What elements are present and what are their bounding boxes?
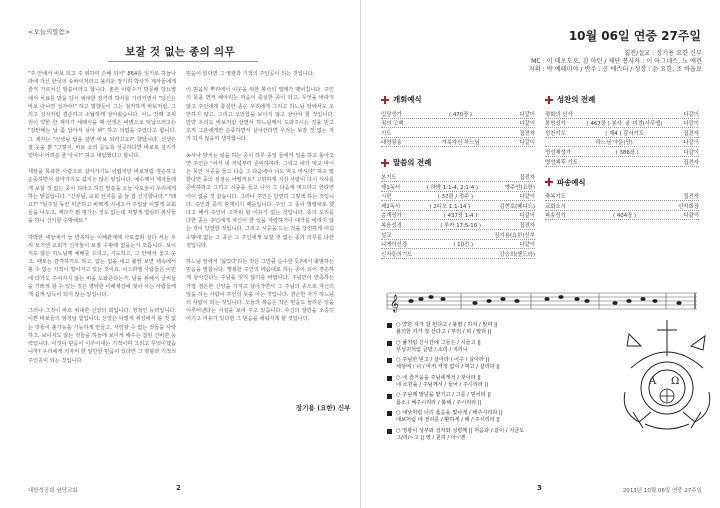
liturgy-leader: 다같이 — [683, 111, 699, 118]
liturgy-leader: 다같이 — [519, 121, 535, 128]
chant-line: ○ 영광이 성부와 성자와 성령께 || 처음과 / 같이 / 지금도 — [396, 427, 525, 434]
liturgy-leader: 집전자 — [519, 174, 535, 181]
liturgy-detail: ( 하박 1:1-4, 2:1-4 ) — [426, 184, 479, 191]
liturgy-item: 신자들의기도 — [381, 251, 413, 258]
chant-verse — [387, 410, 597, 424]
square-bullet-icon — [387, 376, 392, 381]
section-gap — [381, 147, 535, 155]
chant-verse — [387, 428, 597, 442]
liturgy-detail: ( 10전 ) — [453, 242, 474, 249]
liturgy-leader: 다같이 — [683, 149, 699, 156]
chant-verse-text — [396, 322, 498, 336]
square-bullet-icon — [387, 341, 392, 346]
liturgy-column-left — [381, 92, 535, 259]
liturgy-item: 봉헌성가 — [545, 121, 566, 128]
liturgy-row — [381, 138, 535, 148]
chant-line: 네 소원을 / 주님께서 / 들어 / 주시리라 || — [396, 381, 489, 388]
page-number: 2 — [176, 484, 181, 492]
cross-icon — [381, 96, 389, 104]
liturgy-row — [381, 230, 535, 240]
sermon-paragraph: "주 안에서 비보 되고 주 위하여 손해 되어" 864를 일기로 하늘나라에 가신 한국의 슈바이처라고 불리운 장기려 박사가 제자들에게 즐겨 가르치신 말씀이라고 합니다. 춘원 이광수가 방문해 당뇨병에서 치료를 받을 당시 위대한 장기려 박사를 가리키면서 "당신은 바보 아니면 성자야!" 하고 말했듯이 그는 철저하게 바보처럼, 그리고 성자처럼 겸손하고 소탈하게 살아왔습니다. 어느 장례 조위원이 약한 한 제자가 세례식을 때 선생은 비병으로 떠납으러고는 "감탄해는 날 좀 답아서 살아 봐" 하고 의업을 주었다고 합니다. 그 제자는 "선생님 답을 살면 바보 되라고요?" 했답니다. 선생은 잘 웃을 뿐 "그렇지, 바보 소리 듣도록 성공하다면 바보로 살기가 얼마나 어려운 줄 아니?" 하고 대답했다고 합니다. — [28, 71, 176, 160]
chant-line: ○ 풀처럼 신시간에 그들은 / 시들고 || — [396, 339, 481, 346]
sermon-column-2 — [186, 70, 334, 332]
chant-line: 푸성귀처럼 금방 / 소리 / 지리니 — [396, 346, 468, 353]
alpha-omega-emblem-icon — [611, 316, 715, 436]
credits-line: MC : 이 데오도로, 김 아틴 / 제단 봉사자 : 이 아그네스, 노 에린 — [531, 58, 702, 65]
liturgy-item: 영성체성가 — [545, 149, 572, 156]
chant-verse-text — [396, 357, 500, 371]
chant-verse-text — [396, 428, 524, 442]
liturgy-leader: 집전자 — [519, 130, 535, 137]
liturgy-leader: 다같이 — [683, 140, 699, 147]
psalm-chant-text — [387, 322, 597, 445]
chant-line: 몸소 / 해주시리라 / 봉해 / 주시리라 || — [396, 399, 482, 406]
liturgy-detail: ( 470장 ) — [449, 111, 473, 118]
chant-line: ○ 네 즐거움을 주님에게서 / 찾아라 || — [396, 374, 481, 381]
sermon-paragraph: 하느님 앞에서 '싫었다'라는 것은 그만큼 순수한 듯?에서 출발하는 믿음을 말합니다. 행복한 주인의 마음대로 하는 종이 되어 겸손하게 살아간다는 주님을 잊지 않기를 바랍니다. 주님만이 만족하는 가장 겸손한 신앙을 가지고 살아가면서 그 주님의 종으로 자신의 일을 하는 사람이 주인의 뜻을 아는 것입니다. 겸손한 자가 하느님의 사람이 되는 것입니다. 오늘의 복음은 작은 믿음도 놀라운 일을 이루어낸다는 사실을 보여 주고 있습니다. 자신의 일만을 소중히 여기고 여유가 있다면 그 믿음을 채워지게 할 것입니다. — [186, 259, 334, 323]
liturgy-detail: ( 제4 ) 감사기도 — [605, 130, 645, 137]
cross-icon — [545, 96, 553, 104]
chant-line: ○ 대낮처럼 너의 옳음을 빛나게 / 해주시리라 || — [396, 409, 503, 416]
liturgy-item: 설교 — [381, 232, 392, 239]
liturgy-item: 시편 — [381, 194, 392, 201]
liturgy-item: 축복기도 — [545, 194, 566, 201]
liturgy-row — [545, 201, 699, 211]
square-bullet-icon — [387, 394, 392, 399]
liturgy-item: 제1독서 — [381, 184, 401, 191]
chant-line: 대보처럼 네 권리를 / 환하게 / 해 / 주시리라 || — [396, 417, 500, 424]
liturgy-leader: 김현호(베니드) — [499, 203, 535, 210]
liturgy-leader: 다같이 — [519, 111, 535, 118]
credits-line: 지휘 : 박 예레미야 / 반주 : 공 에스더 / 성장 : 윤 요한, 조 바울로 — [528, 66, 702, 73]
liturgy-item: 층계성가 — [381, 213, 402, 220]
liturgy-detail: ( 437장 1-4 ) — [443, 213, 478, 220]
section-gap — [545, 167, 699, 175]
liturgy-item: 제2독서 — [381, 203, 401, 210]
liturgy-item: 죄의 고백 — [381, 121, 404, 128]
liturgy-item: 파송성가 — [545, 213, 566, 220]
chant-verse — [387, 340, 597, 354]
chant-line: 그/리/~고 || 영 / 원히 / 아~멘 — [396, 434, 466, 441]
chant-verse-text — [396, 375, 488, 389]
service-title: 10월 06일 연중 27주일 — [568, 29, 701, 43]
liturgy-item: 성찬기도 — [545, 130, 566, 137]
chant-line: ○ 약한 자가 잘 된다고 / 불평 / 하지 / 말며 || — [396, 322, 498, 328]
right-page — [361, 0, 720, 508]
liturgy-row — [545, 138, 699, 148]
sermon-title: 보잘 것 없는 종의 의무 — [125, 46, 235, 58]
square-bullet-icon — [387, 323, 392, 328]
liturgy-section-heading — [545, 94, 699, 105]
liturgy-row — [545, 147, 699, 157]
chant-line: ○ 주님만 믿고 / 살아라 / 어구 / 살아라 || — [396, 357, 490, 364]
sermon-paragraph: 각박한 세상에서 늘 반목하는 이해관계에 사로잡혀 살다 서는 우리 보기엔 교회가 신자들이 보잘 수밖에 없을는지 모릅니다. 보이지도 않는 하느님께 예배를 드리고, 기도하고, 그 안에서 울고 웃고, 때로는 감격하기도 하고, 없는 힘을 내고 불쌍 보면 세속에서 볼 수 없는 기적이 벌어지고 있는 것이죠. 이스라엘 사람들은 이민에 다가도 주어지지 않는 비을 도와준다는가, 남을 위해서 글씨들을 기쁘게 할 수 있는 것은 영악한 이해계산에 젖어 사는 사람들에게 쉽게 납득이 되지 않는 일입니다. — [28, 234, 176, 299]
liturgy-row — [381, 182, 535, 192]
chant-verse — [387, 322, 597, 336]
liturgy-row — [381, 220, 535, 230]
liturgy-item: 영성체후 기도 — [545, 159, 578, 166]
liturgy-detail: ( 37편 / 정주 ) — [437, 194, 474, 201]
liturgy-item: 기도 — [381, 130, 392, 137]
liturgy-leader: 다같이 — [519, 213, 535, 220]
liturgy-column-right — [545, 92, 699, 220]
chant-line: 세상에 / 너 / 마저 걱정 없이 / 먹고 / 살리라 || — [396, 364, 500, 371]
liturgy-detail: ( 467장 ) 봉사: 윤 미경(사무엘) — [586, 121, 663, 128]
liturgy-leader: 다같이 — [519, 194, 535, 201]
section-title: 개회예식 — [393, 95, 422, 104]
liturgy-row — [381, 211, 535, 221]
svg-text:𝄞: 𝄞 — [390, 294, 399, 312]
liturgy-detail: ( 386장 ) — [615, 149, 639, 156]
page-number: 3 — [537, 484, 542, 492]
sermon-paragraph: 그러나 그것이 바로 위대한 신앙의 회입니다. 영적인 능력입니다. 이쁜 바보들의 엄청날 힘입니다. 신앙은 이렇게 세상에서 볼 것 없는 것들이 불가능을 가능하게 만들고, 사랑할 수 없는 것들을 사랑하고, 보이지도 않는 것들을 하늘에 보이게 해주는 참된 신비한 능력입니다. 이것이 믿음이 이루어내는 기적이며 그리고 무엇이겠습니까? 우리에게 거자씨 한 알만한 믿음이 있다면 그 영광과 기적의 주인공이 되는 것입니다. — [28, 308, 176, 364]
square-bullet-icon — [387, 411, 392, 416]
liturgy-row — [381, 109, 535, 119]
chant-verse-text — [396, 340, 481, 354]
svg-text:Ω: Ω — [671, 376, 680, 387]
liturgy-detail: ( 루카 17:5-10 ) — [440, 222, 481, 229]
section-title: 성찬의 전례 — [557, 95, 596, 104]
liturgy-item: 대영광송 — [381, 140, 402, 147]
preacher-signature: 장기용 (요한) 신부 — [296, 404, 351, 412]
liturgy-item: 교회소식 — [545, 203, 566, 210]
chant-verse — [387, 357, 597, 371]
liturgy-row — [545, 109, 699, 119]
section-tag: <오늘의말씀> — [28, 28, 71, 36]
liturgy-leader: 집전자 — [683, 194, 699, 201]
chant-line: 불의한 자가 잘 산다고 / 부러 / 워 / 말라 || — [396, 329, 492, 336]
liturgy-row — [381, 192, 535, 202]
chant-line: ○ 주님께 말넘을 맡기고 / 그를 / 믿어라 || — [396, 392, 491, 399]
sermon-paragraph: 믿음이 있다면 그 영광과 기적의 주인공이 되는 것입니다. — [186, 71, 315, 77]
liturgy-detail: ( 2디모 1:1-14 ) — [429, 203, 471, 210]
liturgy-row — [545, 192, 699, 202]
chant-verse — [387, 375, 597, 389]
liturgy-leader: 집전자 — [519, 222, 535, 229]
liturgy-item: 입당성가 — [381, 111, 402, 118]
liturgy-row — [381, 172, 535, 182]
liturgy-detail: 하느님 아들(양) — [595, 140, 633, 147]
liturgy-row — [381, 119, 535, 129]
liturgy-row — [381, 201, 535, 211]
liturgy-row — [381, 249, 535, 259]
svg-text:A: A — [649, 376, 657, 387]
liturgy-row — [545, 211, 699, 221]
square-bullet-icon — [387, 358, 392, 363]
liturgy-row — [381, 128, 535, 138]
chant-verse-text — [396, 410, 503, 424]
liturgy-row — [545, 157, 699, 167]
section-title: 파송예식 — [557, 177, 586, 187]
credits-line: 집전/설교 : 장기용 요한 신부 — [624, 50, 702, 57]
music-staff — [381, 287, 701, 313]
cross-icon — [381, 159, 389, 167]
liturgy-section-heading — [381, 157, 535, 168]
liturgy-item: 복음성경 — [381, 222, 402, 229]
section-title: 말씀의 전례 — [393, 158, 432, 168]
liturgy-leader: 집전자 — [683, 130, 699, 137]
liturgy-item: 니케아신경 — [381, 242, 408, 249]
liturgy-leader: 다같이 — [683, 213, 699, 220]
liturgy-leader: 신자회장 — [678, 203, 699, 210]
liturgy-detail: 거룩하신 하느님 — [441, 140, 480, 147]
footer-church-name: 대한성공회 원당교회 — [28, 488, 78, 494]
liturgy-leader: 장기용(요한)신부 — [494, 232, 535, 239]
sermon-paragraph: 농사나 양치는 일을 하는 종이 하루 종일 들에서 일을 하고 돌아오면 주인은 "어서 내 저녁부터 준비하여라. 그리고 내가 먹고 마시는 동안 시중을 들고 다음 그 다음에야 너도 먹고 마셔라" 하고 말한다면 종의 심정은 어떨까요? 고단하게 지친 사람이 다시 식사를 준비하라고 그리고 시중을 들고 나서 그 다음에 먹으라고 한다면 어이 없을 것 같습니다. 그러나 주인은 당연히 그렇게 하는 것입니다. 주인과 종의 관계이기 때문입니다. 주인 그 종이 명령대로 했다고 해서 주인이 고마워 할 이유가 없는 것입니다. 종의 도리를 다한 종은 주인에게 자신이 한 일을 자랑하거나 대가를 바라지 않는 것이 당연한 것입니다. 그리고 시중을 드는 것을 당연하게 여길 수밖에 없는 그 종은 그 주인에게 보잘 것 없는 종의 의무를 다한 것입니다. — [186, 152, 334, 249]
liturgy-leader: 다같이 — [683, 121, 699, 128]
title-underline — [108, 61, 258, 62]
cross-icon — [545, 178, 553, 186]
liturgy-row — [381, 240, 535, 250]
liturgy-detail: ( 404장 ) — [613, 213, 637, 220]
sermon-column-1 — [28, 70, 176, 373]
liturgy-leader: 맹주연(요한) — [504, 184, 535, 191]
liturgy-leader: 강승희(헨드라) — [499, 251, 535, 258]
liturgy-row — [545, 128, 699, 138]
square-bullet-icon — [387, 429, 392, 434]
chant-verse-text — [396, 392, 491, 406]
liturgy-item: 본기도 — [381, 174, 397, 181]
liturgy-section-heading — [545, 177, 699, 188]
liturgy-section-heading — [381, 94, 535, 105]
liturgy-item: 평화의 인사 — [545, 111, 573, 118]
footer-date: 2013년 10월 06일 연중 27주일 — [622, 488, 702, 494]
chant-verse — [387, 392, 597, 406]
sermon-paragraph: 세상을 목욕한 사람으로 살아가기도 어렵지만 바보처럼 겸손하고 순종하면서 살아가기도 쉽지는 않은 일입니다. 예수께서 제자들에게 보잘 것 없는 종이 되라고 하신 말씀을 오늘 사도들이 우리에게 하는 말씀입니다. "신부님, 교회 선지를 좀 늘 잡 신기합니다." "왜요?" "일주일 동안 미군하고 바쁘게 지내고서 주일날 이렇게 교회들을 나오고, 게다가 뭔 평가는 것도 없는데 저렇게 열심히 봉사들을 하니 신기할 수밖에요." — [28, 169, 176, 225]
sermon-paragraph: 이 믿음의 뿌리에서 이웃을 위한 봉사의 열매가 맺어집니다. 주인의 뜻을 먼저 헤아리는 마음이 충실한 종이 되고, 무엇을 바라지 않고 주인에게 충실한 종은 우리에게 그리고 하느님 앞에서도 오만하지 않고, 그리고 오만함을 보이지 않고 살아야 할 것입니다. 만약 우리도 바보처럼 살면서 하느님께서 도와주시는 것을 믿고 오직 그분에게만 순종하면서 살아간다면 우리는 보잘 것 없는 자가 되지 않을까 생각합니다. — [186, 87, 334, 143]
liturgy-leader: 집전자 — [683, 159, 699, 166]
liturgy-row — [545, 119, 699, 129]
liturgy-leader: 다같이 — [519, 242, 535, 249]
liturgy-leader: 다같이 — [519, 140, 535, 147]
